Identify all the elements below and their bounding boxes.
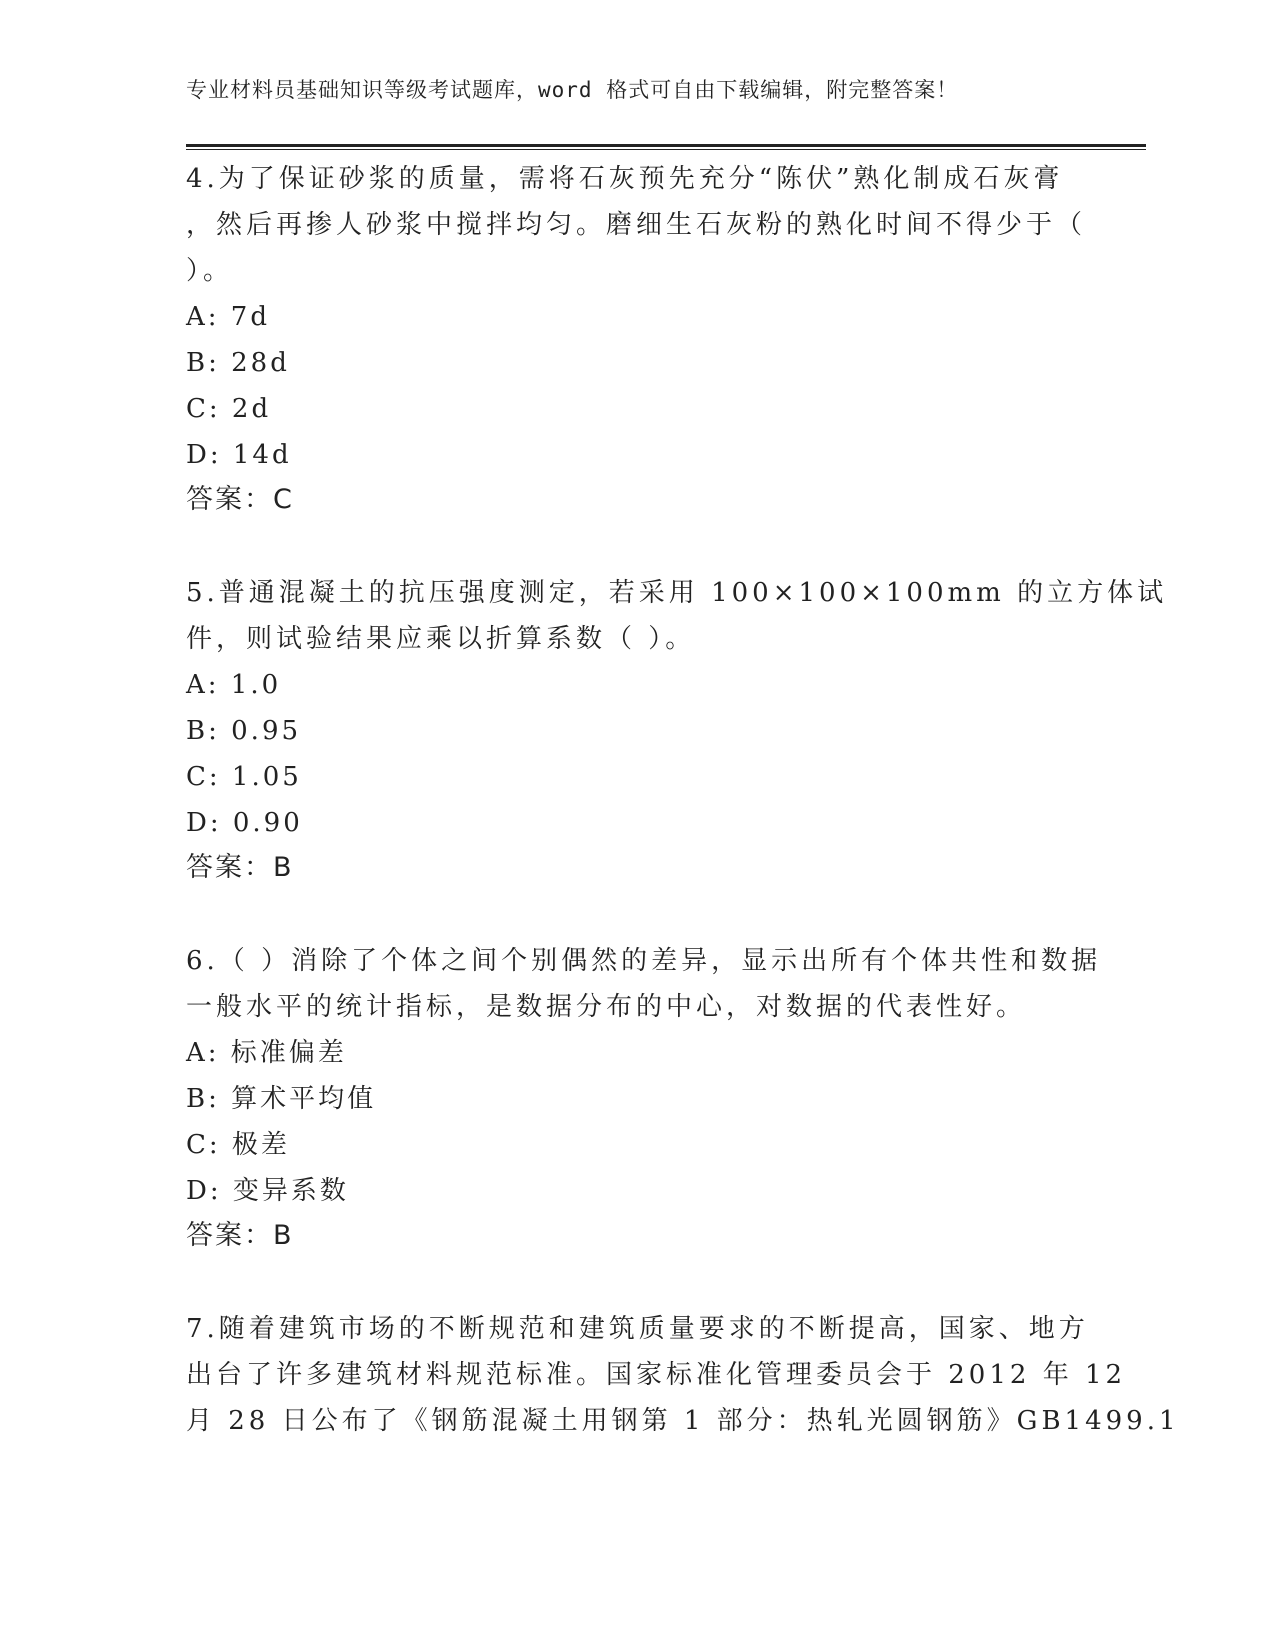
answer-line: 答案：B bbox=[186, 1220, 294, 1251]
option-a: A: 7d bbox=[186, 302, 270, 332]
option-c: C: 1.05 bbox=[186, 762, 302, 792]
option-d: D: 0.90 bbox=[186, 808, 303, 838]
question-5 bbox=[186, 570, 1168, 890]
header-divider bbox=[186, 144, 1146, 150]
answer-line: 答案：C bbox=[186, 484, 294, 515]
question-stem-line: 6.（ ）消除了个体之间个别偶然的差异，显示出所有个体共性和数据 bbox=[186, 946, 1102, 976]
option-d: D: 14d bbox=[186, 440, 292, 470]
option-b: B: 0.95 bbox=[186, 716, 302, 746]
answer-line: 答案：B bbox=[186, 852, 294, 883]
question-stem-line: 件，则试验结果应乘以折算系数（ ）。 bbox=[186, 624, 696, 654]
option-c: C: 2d bbox=[186, 394, 272, 424]
question-stem-line: 7.随着建筑市场的不断规范和建筑质量要求的不断提高，国家、地方 bbox=[186, 1314, 1089, 1344]
question-list bbox=[186, 156, 1180, 1492]
option-b: B: 28d bbox=[186, 348, 290, 378]
option-c: C: 极差 bbox=[186, 1130, 290, 1160]
question-stem-line: 月 28 日公布了《钢筋混凝土用钢第 1 部分：热轧光圆钢筋》GB1499.1 bbox=[186, 1406, 1180, 1436]
question-4 bbox=[186, 156, 1087, 522]
question-6 bbox=[186, 938, 1102, 1258]
option-d: D: 变异系数 bbox=[186, 1176, 349, 1206]
question-stem-line: ，然后再掺人砂浆中搅拌均匀。磨细生石灰粉的熟化时间不得少于（ bbox=[186, 210, 1087, 240]
question-stem-line: 4.为了保证砂浆的质量，需将石灰预先充分“陈伏”熟化制成石灰膏 bbox=[186, 164, 1064, 194]
question-stem-line: 一般水平的统计指标，是数据分布的中心，对数据的代表性好。 bbox=[186, 992, 1027, 1022]
question-stem-line: ）。 bbox=[186, 256, 234, 286]
question-7 bbox=[186, 1306, 1180, 1444]
question-stem-line: 5.普通混凝土的抗压强度测定，若采用 100×100×100mm 的立方体试 bbox=[186, 578, 1168, 608]
option-a: A: 1.0 bbox=[186, 670, 282, 700]
page-header-title: 专业材料员基础知识等级考试题库，word 格式可自由下载编辑，附完整答案！ bbox=[186, 78, 959, 102]
question-stem-line: 出台了许多建筑材料规范标准。国家标准化管理委员会于 2012 年 12 bbox=[186, 1360, 1127, 1390]
option-b: B: 算术平均值 bbox=[186, 1084, 377, 1114]
option-a: A: 标准偏差 bbox=[186, 1038, 347, 1068]
